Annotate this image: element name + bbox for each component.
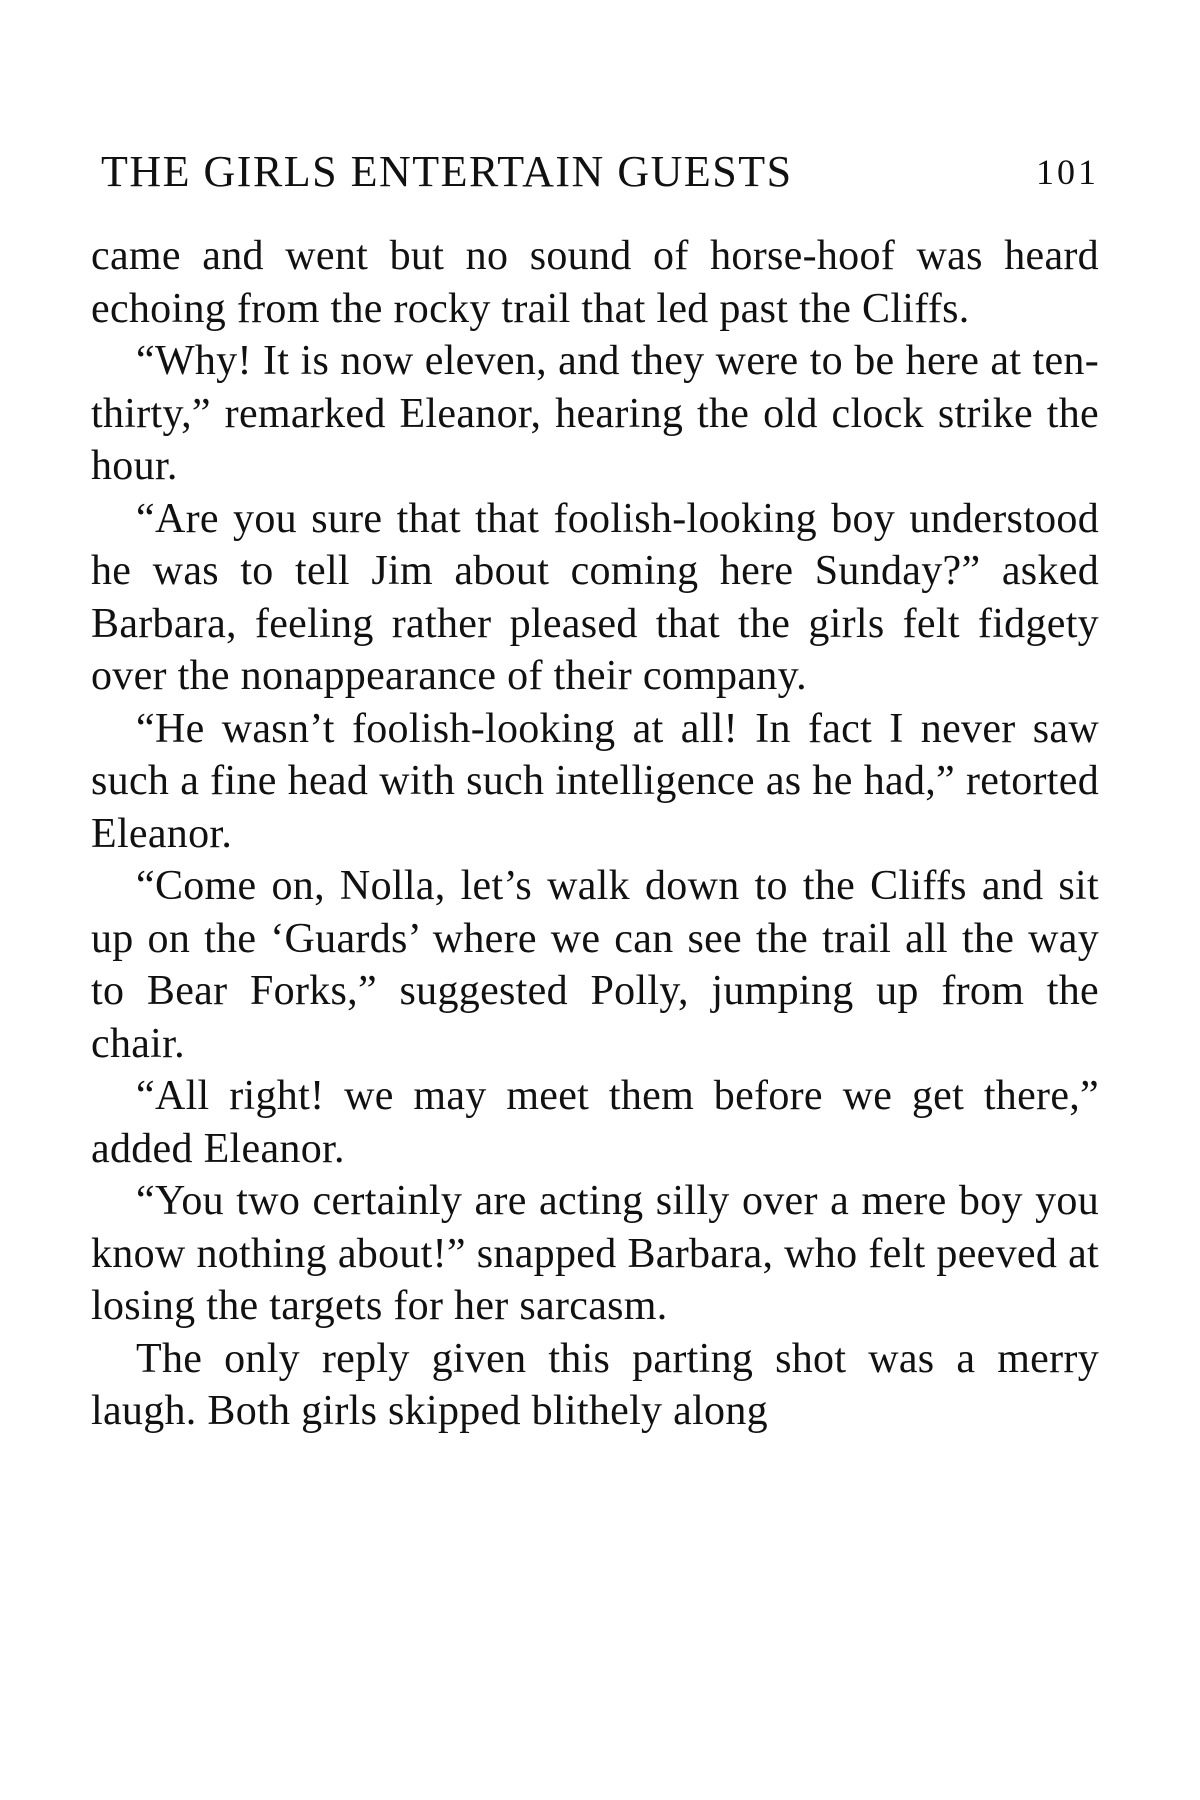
body-text bbox=[91, 230, 1099, 1438]
paragraph: “All right! we may meet them before we get there,” added Eleanor. bbox=[91, 1073, 1099, 1172]
paragraph: “Why! It is now eleven, and they were to be here at ten-thirty,” remarked Eleanor, hearing the old clock strike the hour. bbox=[91, 338, 1099, 489]
paragraph: “Come on, Nolla, let’s walk down to the Cliffs and sit up on the ‘Guards’ where we can see the trail all the way to Bear Forks,” suggested Polly, jumping up from the chair. bbox=[91, 863, 1099, 1067]
paragraph: “You two certainly are acting silly over a mere boy you know nothing about!” snapped Barbara, who felt peeved at losing the targets for her sarcasm. bbox=[91, 1178, 1099, 1329]
page-number: 101 bbox=[1036, 152, 1099, 192]
chapter-title: THE GIRLS ENTERTAIN GUESTS bbox=[101, 147, 793, 196]
paragraph: “Are you sure that that foolish-looking boy understood he was to tell Jim about coming here Sunday?” asked Barbara, feeling rather pleased that the girls felt fidgety over the nonappearance of their company. bbox=[91, 495, 1099, 699]
paragraph: The only reply given this parting shot was a merry laugh. Both girls skipped blithely along bbox=[91, 1335, 1099, 1434]
running-header bbox=[101, 142, 1099, 202]
paragraph: came and went but no sound of horse-hoof was heard echoing from the rocky trail that led past the Cliffs. bbox=[91, 233, 1099, 332]
paragraph: “He wasn’t foolish-looking at all! In fact I never saw such a fine head with such intelligence as he had,” retorted Eleanor. bbox=[91, 705, 1099, 857]
